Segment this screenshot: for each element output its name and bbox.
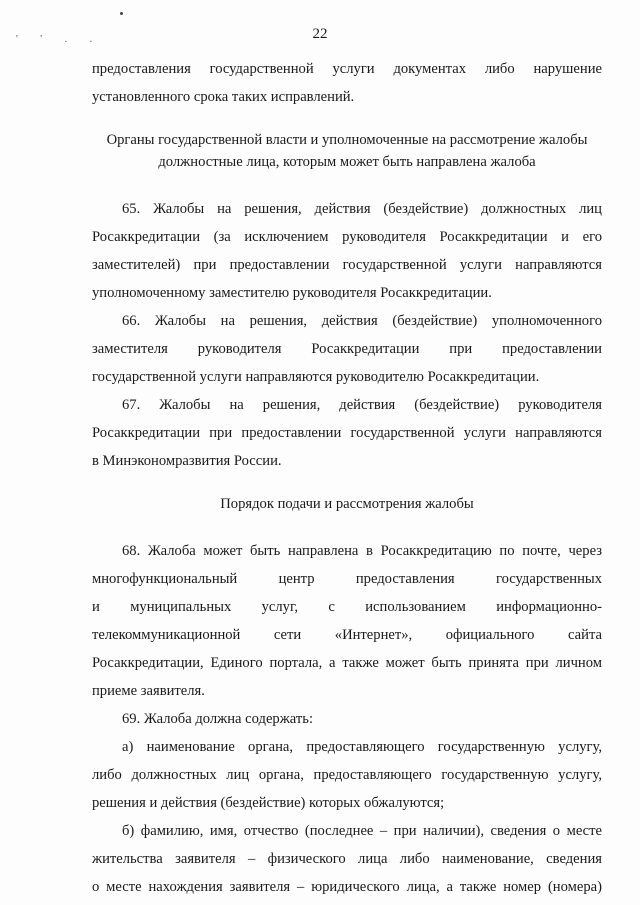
heading-line: должностные лица, которым может быть направлена жалоба — [158, 154, 536, 170]
text-line: приеме заявителя. — [92, 683, 205, 699]
text-line: либо должностных лиц органа, предоставляющего государственную услугу, — [92, 767, 602, 783]
text-line: предоставления государственной услуги документах либо нарушение — [92, 61, 602, 77]
text-line: а) наименование органа, предоставляющего государственную услугу, — [122, 739, 602, 755]
text-line: уполномоченному заместителю руководителя Росаккредитации. — [92, 285, 492, 301]
text-line: Росаккредитации (за исключением руководителя Росаккредитации и его — [92, 229, 602, 245]
paragraph-68 — [92, 537, 602, 705]
document-body — [92, 55, 602, 901]
section-heading-authorities — [92, 129, 602, 173]
paragraph-69b — [92, 817, 602, 901]
text-line: заместителей) при предоставлении государственной услуги направляются — [92, 257, 602, 273]
text-line: телекоммуникационной сети «Интернет», официального сайта — [92, 627, 602, 643]
scan-artifact-marks: ' ' . . — [16, 34, 103, 45]
text-line: жительства заявителя – физического лица либо наименование, сведения — [92, 851, 602, 867]
text-line: Росаккредитации, Единого портала, а также может быть принята при личном — [92, 655, 602, 671]
text-line: 65. Жалобы на решения, действия (бездействие) должностных лиц — [122, 201, 602, 217]
page-number: 22 — [312, 26, 328, 42]
text-line: установленного срока таких исправлений. — [92, 89, 355, 105]
paragraph-67 — [92, 391, 602, 475]
intro-paragraph — [92, 55, 602, 111]
text-line: заместителя руководителя Росаккредитации при предоставлении — [92, 341, 602, 357]
text-line: Росаккредитации при предоставлении государственной услуги направляются — [92, 425, 602, 441]
text-line: 68. Жалоба может быть направлена в Росаккредитацию по почте, через — [122, 543, 602, 559]
text-line: многофункциональный центр предоставления государственных — [92, 571, 602, 587]
paragraph-66 — [92, 307, 602, 391]
paragraph-65 — [92, 195, 602, 307]
text-line: и муниципальных услуг, с использованием информационно- — [92, 599, 602, 615]
text-line: 66. Жалобы на решения, действия (бездействие) уполномоченного — [122, 313, 602, 329]
text-line: б) фамилию, имя, отчество (последнее – при наличии), сведения о месте — [122, 823, 602, 839]
section-heading-complaint-procedure — [92, 493, 602, 515]
paragraph-69 — [92, 705, 602, 733]
text-line: в Минэкономразвития России. — [92, 453, 282, 469]
scan-artifact — [120, 12, 123, 15]
heading-line: Органы государственной власти и уполномоченные на рассмотрение жалобы — [106, 132, 588, 148]
paragraph-69a — [92, 733, 602, 817]
text-line: о месте нахождения заявителя – юридического лица, а также номер (номера) — [92, 879, 602, 895]
text-line: 67. Жалобы на решения, действия (бездействие) руководителя — [122, 397, 602, 413]
heading-line: Порядок подачи и рассмотрения жалобы — [220, 496, 474, 512]
text-line: решения и действия (бездействие) которых обжалуются; — [92, 795, 445, 811]
text-line: 69. Жалоба должна содержать: — [122, 711, 313, 727]
text-line: государственной услуги направляются руководителю Росаккредитации. — [92, 369, 540, 385]
